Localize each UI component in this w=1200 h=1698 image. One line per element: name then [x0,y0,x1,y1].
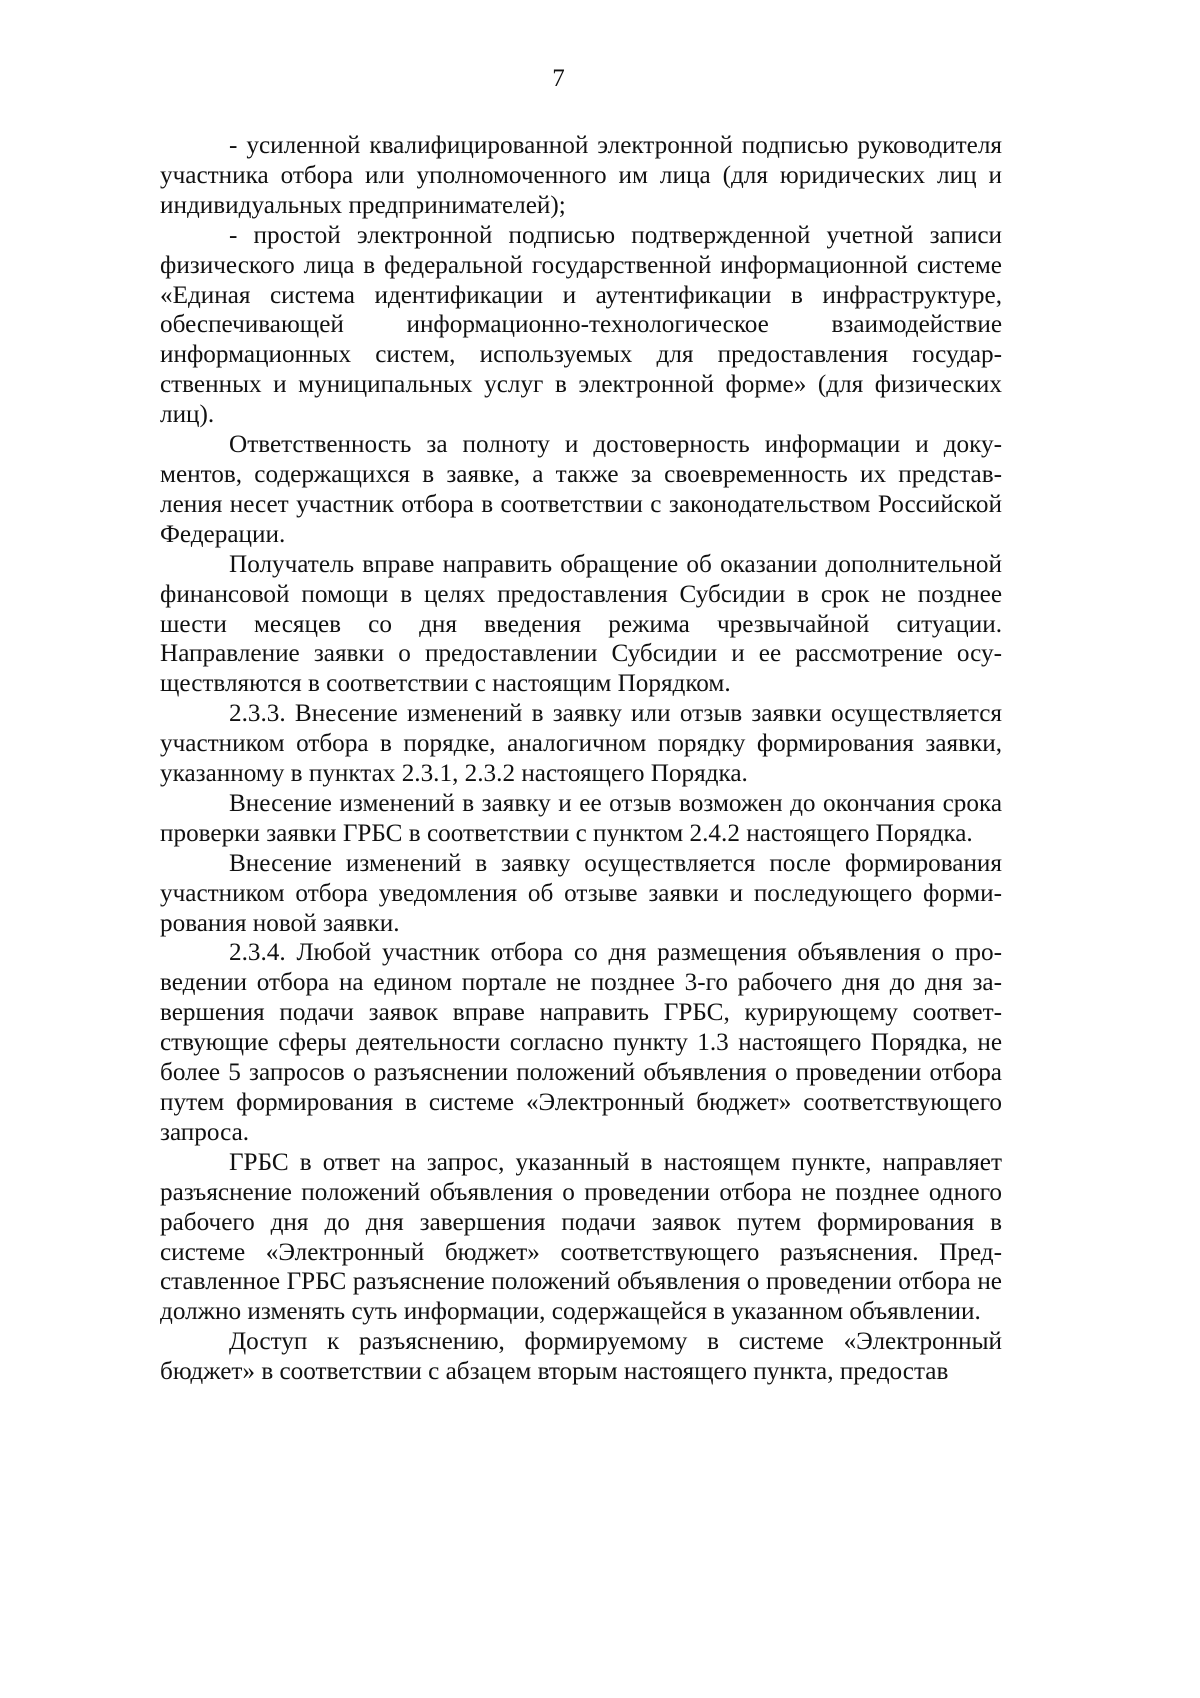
paragraph-signature-qualified: - усиленной квалифицированной электронной подписью руководителя участника отбора или уполномоченного им лица (для юридических лиц и индивидуальных предпринимателей); [160,132,1002,219]
page-number: 7 [552,65,565,92]
paragraph-signature-simple: - простой электронной подписью подтвержденной учетной записи физического лица в федеральной государственной информационной системе «Единая система идентификации и аутентификации в инфраструктуре, обеспечивающей информационно-технологическое взаимодействие информационных систем, используемых для предоставления государственных и муниципальных услуг в электронной форме» (для физических лиц). [160,221,1002,429]
paragraph-additional-aid: Получатель вправе направить обращение об оказании дополнительной финансовой помощи в целях предоставления Субсидии в срок не позднее шести месяцев со дня введения режима чрезвычайной ситуации. Направление заявки о предоставлении Субсидии и ее рассмотрение осуществляются в соответствии с настоящим Порядком. [160,550,1002,698]
paragraph-responsibility: Ответственность за полноту и достоверность информации и документов, содержащихся в заявке, а также за своевременность их представления несет участник отбора в соответствии с законодательством Российской Федерации. [160,431,1002,548]
paragraph-2-3-3: 2.3.3. Внесение изменений в заявку или отзыв заявки осуществляется участником отбора в порядке, аналогичном порядку формирования заявки, указанному в пунктах 2.3.1, 2.3.2 настоящего Порядка. [160,700,1002,788]
paragraph-withdrawal-deadline: Внесение изменений в заявку и ее отзыв возможен до окончания срока проверки заявки ГРБС в соответствии с пунктом 2.4.2 настоящего Порядка. [160,789,1002,847]
document-body [160,131,1002,1387]
paragraph-access-to-clarification: Доступ к разъяснению, формируемому в системе «Электронный бюджет» в соответствии с абзацем вторым настоящего пункта, предостав [160,1328,1002,1386]
paragraph-changes-procedure: Внесение изменений в заявку осуществляется после формирования участником отбора уведомления об отзыве заявки и последующего формирования новой заявки. [160,849,1002,937]
paragraph-2-3-4: 2.3.4. Любой участник отбора со дня размещения объявления о проведении отбора на едином портале не позднее 3-го рабочего дня до дня завершения подачи заявок вправе направить ГРБС, курирующему соответствующие сферы деятельности согласно пункту 1.3 настоящего Порядка, не более 5 запросов о разъяснении положений объявления о проведении отбора путем формирования в системе «Электронный бюджет» соответствующего запроса. [160,939,1002,1146]
paragraph-grbs-response: ГРБС в ответ на запрос, указанный в настоящем пункте, направляет разъяснение положений объявления о проведении отбора не позднее одного рабочего дня до дня завершения подачи заявок путем формирования в системе «Электронный бюджет» соответствующего разъяснения. Представленное ГРБС разъяснение положений объявления о проведении отбора не должно изменять суть информации, содержащейся в указанном объявлении. [160,1148,1002,1326]
